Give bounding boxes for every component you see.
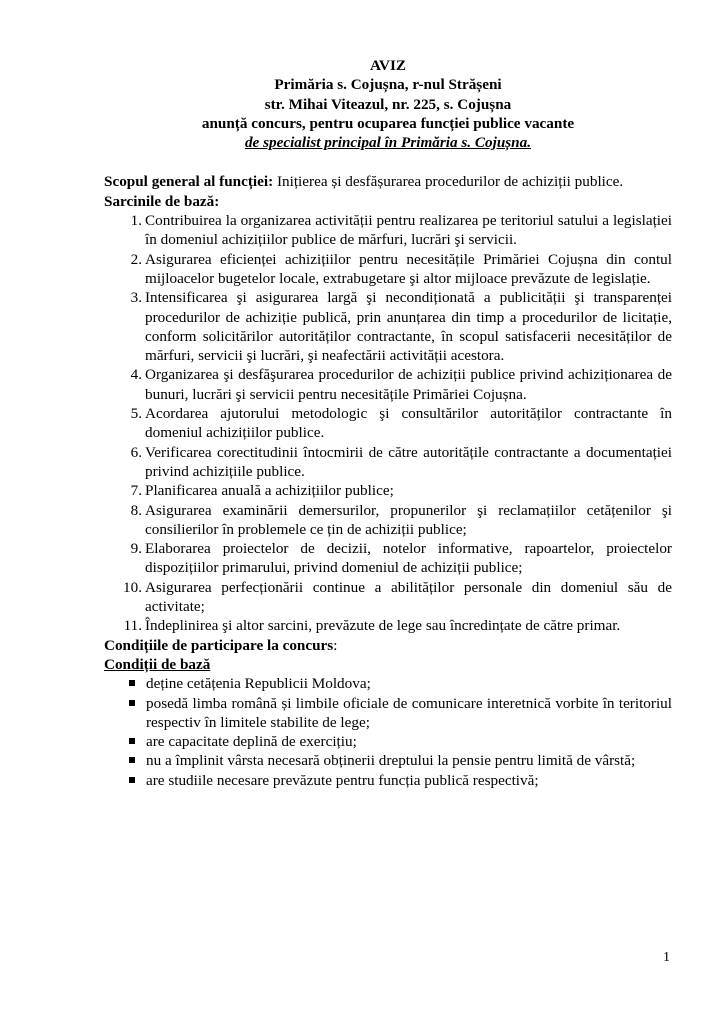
- task-text: Elaborarea proiectelor de decizii, notelor informative, rapoartelor, proiectelor dispozițiilor primarului, privind domeniul de achiziții publice;: [145, 540, 672, 577]
- square-bullet-icon: [104, 694, 146, 733]
- condition-text: are studiile necesare prevăzute pentru funcția publică respectivă;: [146, 771, 539, 789]
- task-text: Planificarea anuală a achizițiilor publice;: [145, 482, 394, 500]
- task-text: Contribuirea la organizarea activității pentru realizarea pe teritoriul satului a legislației în domeniul achizițiilor publice de mărfuri, lucrări şi servicii.: [145, 212, 672, 249]
- condition-item: [104, 674, 672, 693]
- condition-text: are capacitate deplină de exercițiu;: [146, 733, 357, 751]
- task-item: [104, 481, 672, 500]
- institution-address: str. Mihai Viteazul, nr. 225, s. Cojușna: [264, 95, 512, 113]
- task-item: [104, 443, 672, 482]
- task-text: Intensificarea şi asigurarea largă şi necondiționată a publicității şi transparenței procedurilor de achiziție publică, prin anunțarea din timp a procedurilor de licitație, conform solicitărilor autorităților contractante, în scopul satisfacerii necesităților de mărfuri, servicii şi lucrări, şi neafectării activității acestora.: [145, 289, 672, 365]
- general-scope: [104, 172, 672, 191]
- task-number: 5.: [130, 405, 142, 423]
- task-text: Acordarea ajutorului metodologic şi consultărilor autorităților contractante în domeniul achizițiilor publice.: [145, 405, 672, 442]
- task-number: 6.: [130, 443, 142, 461]
- square-bullet-icon: [104, 674, 146, 693]
- task-number: 3.: [130, 289, 142, 307]
- basic-conditions-heading: Condiții de bază: [104, 655, 211, 673]
- condition-item: [104, 694, 672, 733]
- task-item: [104, 211, 672, 250]
- page-number: 1: [663, 950, 670, 965]
- scope-text: Inițierea și desfășurarea procedurilor de achiziții publice.: [273, 173, 624, 191]
- task-item: [104, 404, 672, 443]
- conditions-heading-text: Condițiile de participare la concurs: [104, 636, 334, 654]
- task-item: [104, 616, 672, 635]
- position-title: de specialist principal în Primăria s. Cojușna.: [244, 134, 532, 152]
- scope-label: Scopul general al funcției:: [104, 173, 274, 191]
- task-item: [104, 250, 672, 289]
- notice-title: AVIZ: [369, 57, 407, 74]
- tasks-list: [104, 211, 672, 636]
- square-bullet-icon: [104, 771, 146, 790]
- task-number: 1.: [130, 212, 142, 230]
- task-text: Verificarea corectitudinii întocmirii de către autoritățile contractante a documentației privind achizițiile publice.: [145, 443, 672, 480]
- conditions-list: [104, 674, 672, 790]
- conditions-heading-colon: :: [333, 636, 338, 654]
- task-text: Organizarea şi desfăşurarea procedurilor de achiziții publice privind achiziționarea de bunuri, lucrări şi servicii pentru necesitățile Primăriei Cojușna.: [145, 366, 672, 403]
- task-number: 8.: [130, 501, 142, 519]
- task-item: [104, 578, 672, 617]
- condition-item: [104, 751, 672, 770]
- task-text: Asigurarea perfecționării continue a abilităților personale din domeniul său de activitate;: [145, 578, 672, 616]
- task-item: [104, 288, 672, 365]
- task-number: 9.: [130, 540, 142, 558]
- announcement-line: anunță concurs, pentru ocuparea funcției publice vacante: [201, 114, 575, 132]
- task-number: 4.: [130, 366, 142, 384]
- notice-header: [104, 56, 672, 152]
- condition-item: [104, 732, 672, 751]
- tasks-heading: Sarcinile de bază:: [104, 192, 220, 210]
- task-item: [104, 501, 672, 540]
- condition-text: nu a împlinit vârsta necesară obținerii dreptului la pensie pentru limită de vârstă;: [146, 752, 636, 770]
- institution-name: Primăria s. Cojușna, r-nul Strășeni: [274, 76, 502, 94]
- task-item: [104, 539, 672, 578]
- task-text: Asigurarea eficienței achizițiilor pentru necesitățile Primăriei Cojușna din contul mijloacelor bugetelor locale, extrabugetare şi altor mijloace prevăzute de legislație.: [145, 250, 672, 287]
- condition-text: deține cetățenia Republicii Moldova;: [146, 675, 371, 693]
- conditions-heading: [104, 636, 672, 655]
- task-number: 7.: [130, 482, 142, 500]
- square-bullet-icon: [104, 732, 146, 751]
- document-content: [104, 56, 672, 790]
- square-bullet-icon: [104, 751, 146, 770]
- task-number: 10.: [123, 578, 142, 596]
- task-text: Îndeplinirea şi altor sarcini, prevăzute de lege sau încredințate de către primar.: [145, 617, 621, 635]
- spacer: [104, 152, 672, 172]
- task-item: [104, 365, 672, 404]
- condition-item: [104, 771, 672, 790]
- condition-text: posedă limba română și limbile oficiale de comunicare interetnică vorbite în teritoriul respectiv în limitele stabilite de lege;: [146, 694, 672, 731]
- task-number: 11.: [123, 617, 142, 635]
- task-number: 2.: [130, 250, 142, 268]
- task-text: Asigurarea examinării demersurilor, propunerilor şi reclamațiilor cetățenilor şi consilierilor în problemele ce țin de achiziții publice;: [145, 501, 672, 538]
